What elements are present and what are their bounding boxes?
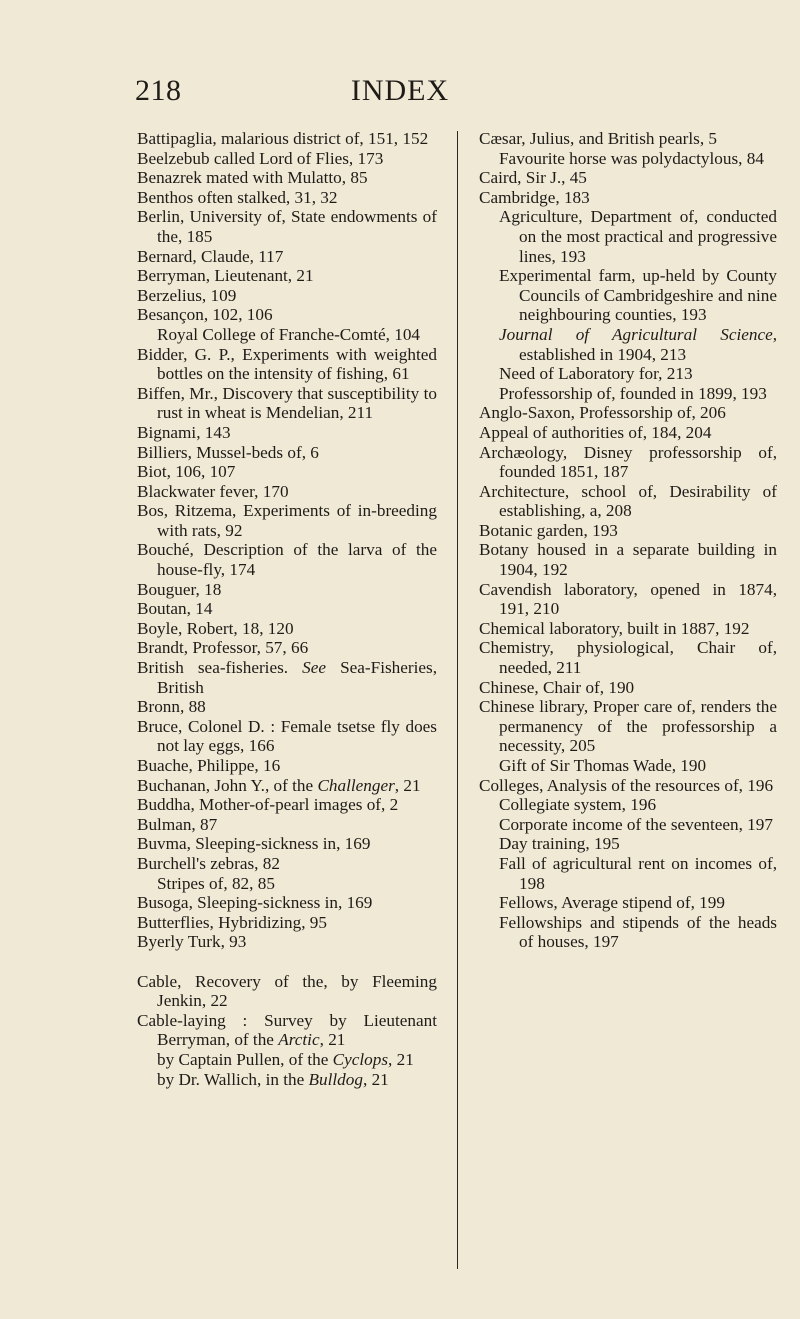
index-entry: Colleges, Analysis of the resources of, 196 — [479, 775, 774, 795]
index-entry: Bidder, G. P., Experiments with weighted bottles on the intensity of fishing, 61 — [137, 344, 437, 384]
index-subentry: Collegiate system, 196 — [499, 795, 657, 815]
index-entry: Biffen, Mr., Discovery that susceptibility to rust in wheat is Mendelian, 211 — [137, 383, 437, 423]
index-entry: Busoga, Sleeping-sickness in, 169 — [137, 893, 373, 913]
index-entry: Butterflies, Hybridizing, 95 — [137, 912, 327, 932]
index-subentry: Fellowships and stipends of the heads of houses, 197 — [499, 912, 777, 952]
index-subentry: Stripes of, 82, 85 — [157, 873, 275, 893]
index-entry: Cable, Recovery of the, by Fleeming Jenkin, 22 — [137, 971, 437, 1011]
index-entry: Berryman, Lieutenant, 21 — [137, 266, 314, 286]
index-entry: Bernard, Claude, 117 — [137, 246, 284, 266]
index-entry: Bouché, Description of the larva of the house-fly, 174 — [137, 540, 437, 580]
index-entry: Blackwater fever, 170 — [137, 481, 289, 501]
index-subentry: Journal of Agricultural Science, established in 1904, 213 — [499, 324, 777, 364]
index-entry: Chinese library, Proper care of, renders the permanency of the professorship a necessity, 205 — [479, 697, 777, 756]
index-entry: Botanic garden, 193 — [479, 520, 618, 540]
index-entry: Cæsar, Julius, and British pearls, 5 — [479, 129, 718, 148]
index-column-left — [137, 129, 437, 1089]
index-entry: Byerly Turk, 93 — [137, 932, 247, 952]
index-subentry: Fall of agricultural rent on incomes of, 198 — [499, 853, 777, 893]
index-subentry: Favourite horse was polydactylous, 84 — [499, 148, 764, 168]
index-entry: Bignami, 143 — [137, 422, 231, 442]
index-entry: Buddha, Mother-of-pearl images of, 2 — [137, 795, 399, 815]
index-entry: Cambridge, 183 — [479, 187, 590, 207]
index-subentry: Fellows, Average stipend of, 199 — [499, 893, 725, 913]
index-entry: Chinese, Chair of, 190 — [479, 677, 635, 697]
index-entry: British sea-fisheries. See Sea-Fisheries, British — [137, 658, 437, 697]
index-entry: Chemical laboratory, built in 1887, 192 — [479, 618, 750, 638]
index-entry: Benazrek mated with Mulatto, 85 — [137, 168, 368, 188]
index-entry: Bruce, Colonel D. : Female tsetse fly does not lay eggs, 166 — [137, 716, 437, 756]
index-subentry: Need of Laboratory for, 213 — [499, 364, 693, 384]
index-entry: Appeal of authorities of, 184, 204 — [479, 422, 712, 442]
index-entry: Chemistry, physiological, Chair of, needed, 211 — [479, 638, 777, 678]
index-entry: Berzelius, 109 — [137, 285, 237, 305]
index-subentry: Royal College of Franche-Comté, 104 — [157, 324, 421, 344]
index-subentry: Agriculture, Department of, conducted on the most practical and progressive lines, 193 — [499, 207, 777, 266]
index-entry: Caird, Sir J., 45 — [479, 168, 587, 188]
index-entry: Anglo-Saxon, Professorship of, 206 — [479, 403, 726, 423]
index-entry: Bouguer, 18 — [137, 579, 222, 599]
column-divider — [457, 131, 458, 1269]
index-entry: Beelzebub called Lord of Flies, 173 — [137, 148, 384, 168]
page-number: 218 — [135, 74, 182, 107]
index-entry: Battipaglia, malarious district of, 151, 152 — [137, 129, 429, 148]
index-entry: Billiers, Mussel-beds of, 6 — [137, 442, 319, 462]
index-column-right — [479, 129, 777, 952]
index-entry: Besançon, 102, 106 — [137, 305, 273, 325]
index-subentry: by Captain Pullen, of the Cyclops, 21 — [157, 1049, 414, 1069]
index-subentry: Corporate income of the seventeen, 197 — [499, 814, 773, 834]
index-entry: Boutan, 14 — [137, 599, 213, 619]
page-header — [0, 74, 800, 114]
index-entry: Buvma, Sleeping-sickness in, 169 — [137, 834, 371, 854]
index-entry: Bulman, 87 — [137, 814, 218, 834]
index-entry: Botany housed in a separate building in 1904, 192 — [479, 540, 777, 580]
index-subentry: by Dr. Wallich, in the Bulldog, 21 — [157, 1069, 389, 1089]
index-entry: Boyle, Robert, 18, 120 — [137, 618, 294, 638]
index-entry: Burchell's zebras, 82 — [137, 853, 280, 873]
index-entry: Buchanan, John Y., of the Challenger, 21 — [137, 775, 421, 795]
index-subentry: Experimental farm, up-held by County Councils of Cambridgeshire and nine neighbouring counties, 193 — [499, 266, 777, 325]
index-entry: Biot, 106, 107 — [137, 462, 236, 482]
index-entry: Benthos often stalked, 31, 32 — [137, 187, 338, 207]
index-entry: Brandt, Professor, 57, 66 — [137, 638, 309, 658]
index-entry: Cable-laying : Survey by Lieutenant Berryman, of the Arctic, 21 — [137, 1010, 437, 1050]
index-subentry: Day training, 195 — [499, 834, 620, 854]
index-entry: Cavendish laboratory, opened in 1874, 191, 210 — [479, 579, 777, 619]
index-entry: Architecture, school of, Desirability of establishing, a, 208 — [479, 481, 777, 521]
index-entry: Bronn, 88 — [137, 697, 206, 717]
index-entry: Berlin, University of, State endowments of the, 185 — [137, 207, 437, 246]
index-entry: Archæology, Disney professorship of, founded 1851, 187 — [479, 442, 777, 482]
page-title: INDEX — [350, 74, 450, 107]
index-subentry: Gift of Sir Thomas Wade, 190 — [499, 756, 707, 775]
index-entry: Buache, Philippe, 16 — [137, 756, 281, 775]
index-entry: Bos, Ritzema, Experiments of in-breeding with rats, 92 — [137, 501, 437, 540]
index-subentry: Professorship of, founded in 1899, 193 — [499, 383, 767, 403]
